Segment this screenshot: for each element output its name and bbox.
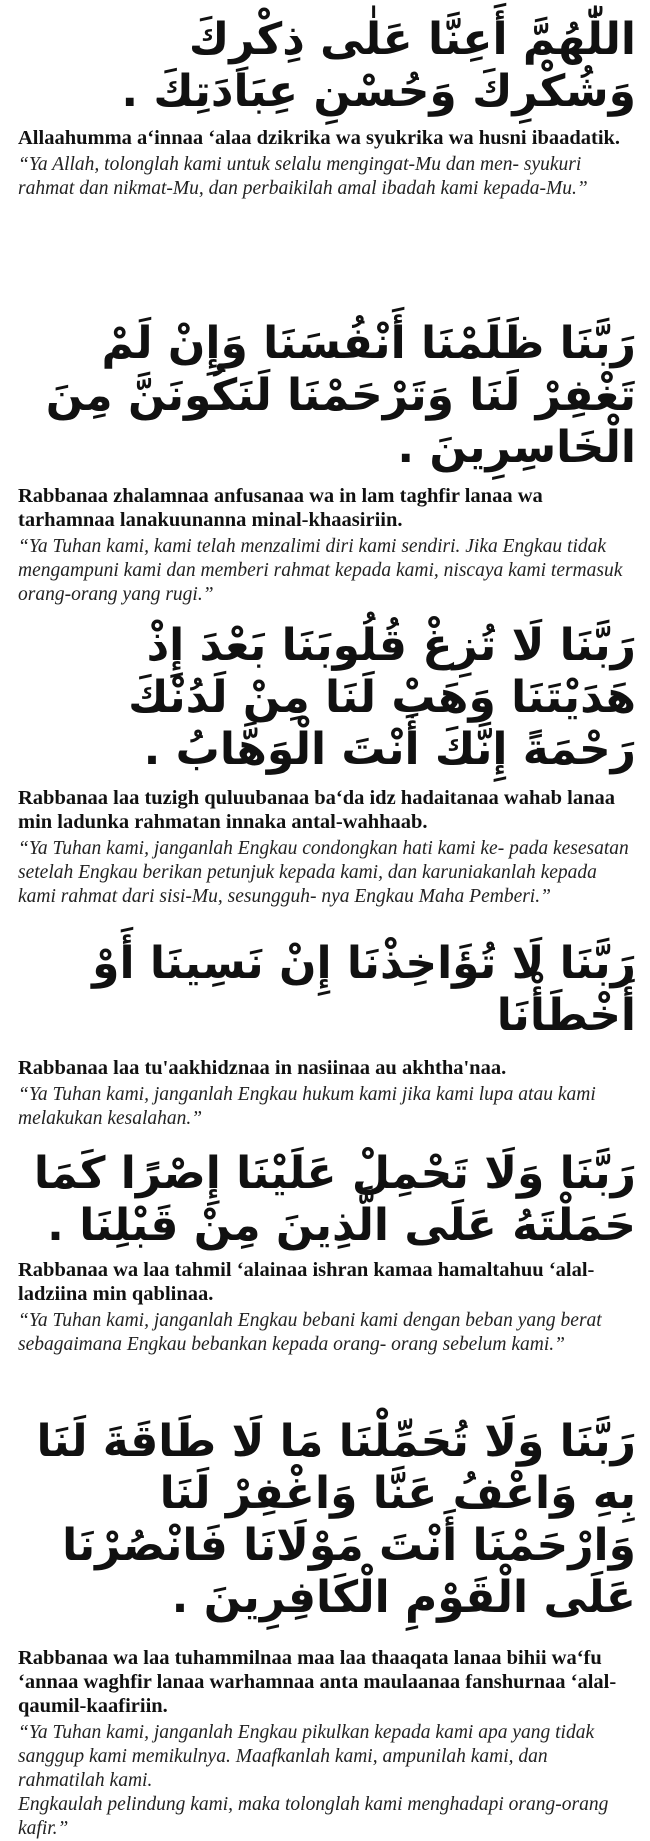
transliteration: Rabbanaa laa tu'aakhidznaa in nasiinaa au akhtha'naa. bbox=[18, 1057, 507, 1079]
prayer-5 bbox=[0, 1148, 650, 1357]
prayer-1 bbox=[0, 14, 650, 201]
translation bbox=[0, 153, 650, 201]
transliteration: Rabbanaa wa laa tuhammilnaa maa laa thaaqata lanaa bihii wa‘fu ‘annaa waghfir lanaa warhamnaa anta maulaanaa fanshurnaa ‘alal-qaumil-kaafiriin. bbox=[18, 1647, 617, 1717]
prayer-2 bbox=[0, 318, 650, 607]
transliteration: Rabbanaa wa laa tahmil ‘alainaa ishran kamaa hamaltahuu ‘alal-ladziina min qablinaa. bbox=[18, 1259, 595, 1305]
transliteration: Rabbanaa zhalamnaa anfusanaa wa in lam taghfir lanaa wa tarhamnaa lanakuunanna minal-khaasiriin. bbox=[18, 485, 543, 531]
translation-text: “Ya Allah, tolonglah kami untuk selalu mengingat-Mu dan men- syukuri rahmat dan nikmat-Mu, dan perbaikilah amal ibadah kami kepada-Mu.” bbox=[18, 154, 588, 199]
prayer-6 bbox=[0, 1416, 650, 1841]
arabic-verse: رَبَّنَا ظَلَمْنَا أَنْفُسَنَا وَإِنْ لَمْ تَغْفِرْ لَنَا وَتَرْحَمْنَا لَنَكُونَنَّ مِنَ الْخَاسِرِينَ . bbox=[45, 318, 636, 473]
prayer-4 bbox=[0, 938, 650, 1131]
translation-text: “Ya Tuhan kami, janganlah Engkau hukum kami jika kami lupa atau kami melakukan kesalahan.” bbox=[18, 1084, 596, 1129]
translation-text: “Ya Tuhan kami, janganlah Engkau pikulkan kepada kami apa yang tidak sanggup kami memikulnya. Maafkanlah kami, ampunilah kami, dan rahmatilah kami. bbox=[18, 1722, 595, 1791]
transliteration: Allaahumma a‘innaa ‘alaa dzikrika wa syukrika wa husni ibaadatik. bbox=[18, 127, 621, 149]
arabic-verse: رَبَّنَا وَلَا تَحْمِلْ عَلَيْنَا إِصْرًا كَمَا حَمَلْتَهُ عَلَى الَّذِينَ مِنْ قَبْلِنَا . bbox=[33, 1148, 636, 1251]
arabic-verse: رَبَّنَا لَا تُزِغْ قُلُوبَنَا بَعْدَ إِذْ هَدَيْتَنَا وَهَبْ لَنَا مِنْ لَدُنْكَ رَحْمَةً إِنَّكَ أَنْتَ الْوَهَّابُ . bbox=[128, 620, 636, 775]
translation bbox=[0, 1309, 650, 1357]
transliteration: Rabbanaa laa tuzigh quluubanaa ba‘da idz hadaitanaa wahab lanaa min ladunka rahmatan innaka antal-wahhaab. bbox=[18, 787, 615, 833]
translation-text: “Ya Tuhan kami, janganlah Engkau condongkan hati kami ke- pada kesesatan setelah Engkau berikan petunjuk kepada kami, dan karuniakanlah kepada kami rahmat dari sisi-Mu, sesungguh- nya Engkau Maha Pemberi.” bbox=[18, 838, 629, 907]
translation bbox=[0, 837, 650, 909]
translation bbox=[0, 535, 650, 607]
translation-text: “Ya Tuhan kami, janganlah Engkau bebani kami dengan beban yang berat sebagaimana Engkau bebankan kepada orang- orang sebelum kami.” bbox=[18, 1310, 602, 1355]
arabic-verse: رَبَّنَا لَا تُؤَاخِذْنَا إِنْ نَسِينَا أَوْ أَخْطَأْنَا bbox=[92, 938, 636, 1041]
translation-text-continued: Engkaulah pelindung kami, maka tolonglah kami menghadapi orang-orang kafir.” bbox=[18, 1794, 609, 1839]
translation-text: “Ya Tuhan kami, kami telah menzalimi diri kami sendiri. Jika Engkau tidak mengampuni kami dan memberi rahmat kepada kami, niscaya kami termasuk orang-orang yang rugi.” bbox=[18, 536, 623, 605]
translation bbox=[0, 1721, 650, 1841]
arabic-verse: اللّٰهُمَّ أَعِنَّا عَلٰى ذِكْرِكَ وَشُكْرِكَ وَحُسْنِ عِبَادَتِكَ . bbox=[121, 14, 636, 117]
arabic-verse: رَبَّنَا وَلَا تُحَمِّلْنَا مَا لَا طَاقَةَ لَنَا بِهِ وَاعْفُ عَنَّا وَاغْفِرْ لَنَا وَارْحَمْنَا أَنْتَ مَوْلَانَا فَانْصُرْنَا عَلَى الْقَوْمِ الْكَافِرِينَ . bbox=[36, 1416, 636, 1623]
translation bbox=[0, 1083, 650, 1131]
prayer-3 bbox=[0, 620, 650, 909]
